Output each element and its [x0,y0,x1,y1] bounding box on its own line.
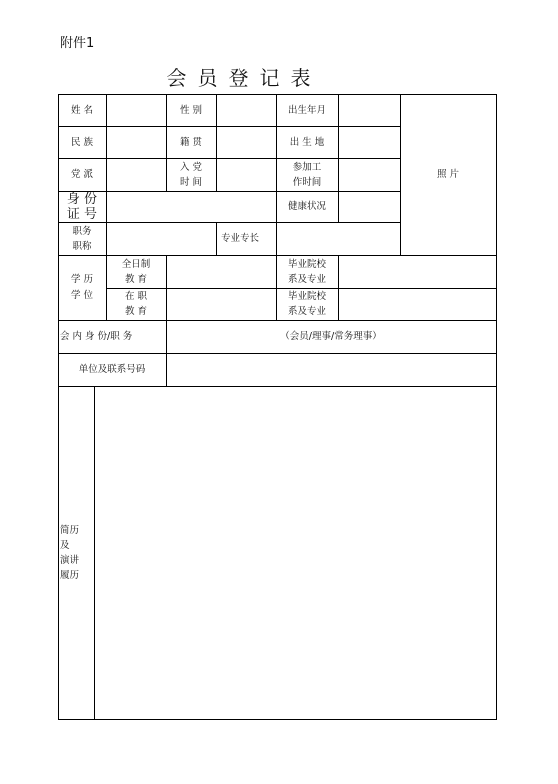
join-work-time-field[interactable] [339,159,399,190]
birth-date-label: 出生年月 [287,104,326,116]
page-title: 会员登记表 [166,66,322,90]
member-role-label: 会 内 身 份/职 务 [60,331,133,342]
gender-field[interactable] [217,95,275,125]
join-party-time-label: 入 党 时 间 [179,161,203,188]
specialty-label: 专业专长 [220,233,259,244]
education-label: 学 历 学 位 [70,273,94,301]
party-label: 党 派 [70,169,94,180]
resume-label: 简历 及 演讲 履历 [60,524,80,581]
health-field[interactable] [339,192,399,221]
id-card-label: 身 份 证 号 [66,191,98,222]
name-label: 姓 名 [70,104,94,116]
onjob-education-label: 在 职 教 育 [124,291,148,317]
attachment-label: 附件1 [60,36,95,51]
specialty-field[interactable] [277,223,399,254]
native-place-field[interactable] [217,127,275,157]
birth-date-field[interactable] [339,95,399,125]
graduate-school-field-2[interactable] [339,289,495,319]
ethnicity-field[interactable] [107,127,165,157]
job-title-field[interactable] [107,223,215,254]
party-field[interactable] [107,159,165,190]
fulltime-education-label: 全日制 教 育 [121,258,151,285]
health-label: 健康状况 [287,201,326,212]
unit-contact-label: 单位及联系号码 [78,364,146,375]
birthplace-label: 出 生 地 [289,136,325,148]
unit-contact-field[interactable] [167,354,495,385]
join-work-time-label: 参加工 作时间 [292,161,322,188]
member-role-options: （会员/理事/常务理事） [280,331,382,342]
gender-label: 性 别 [179,104,203,116]
graduate-school-field-1[interactable] [339,256,495,287]
fulltime-education-field[interactable] [167,256,275,287]
id-card-field[interactable] [107,192,275,221]
graduate-school-label-1: 毕业院校 系及专业 [287,258,326,285]
name-field[interactable] [107,95,165,125]
birthplace-field[interactable] [339,127,399,157]
join-party-time-field[interactable] [217,159,275,190]
resume-field[interactable] [95,387,495,718]
onjob-education-field[interactable] [167,289,275,319]
ethnicity-label: 民 族 [70,136,94,148]
graduate-school-label-2: 毕业院校 系及专业 [287,291,326,317]
native-place-label: 籍 贯 [179,136,203,148]
photo-label: 照 片 [436,169,460,180]
job-title-label: 职务 职称 [72,225,92,252]
